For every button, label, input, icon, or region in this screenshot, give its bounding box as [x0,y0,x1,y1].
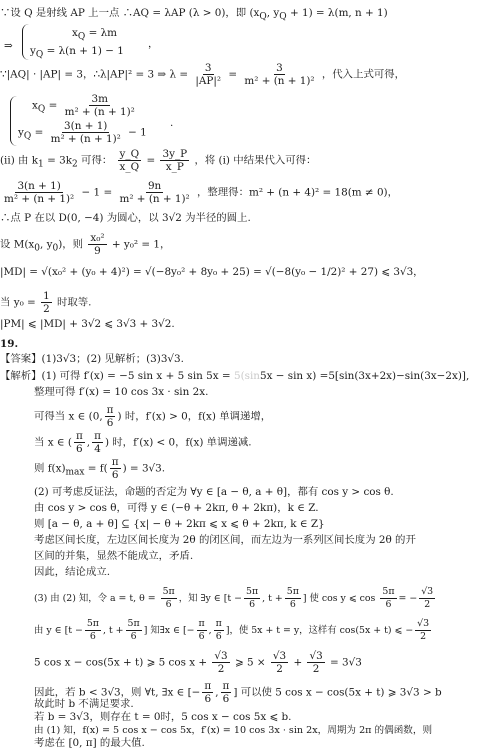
line-10: 设 $M(x_0$, $y_0$)，则 $\frac{\text{x₀²}}{9}$ + y₀² = 1， [0,232,171,257]
line-33: 由 (1) 知，f(x) = 5 cos x − cos 5x，f′(x) = 10 cos 3x · sin 2x，周期为 2π 的偶函数，则 [34,725,433,736]
fraction: $\frac{\pi}{6}$ [215,618,222,642]
line-31: 故此时 b 不满足要求. [34,698,134,710]
brace-system-2 [10,96,17,146]
fraction: $\frac{5\pi}{6}$ [286,586,299,610]
fraction: $\frac{√3}{2}$ [272,650,287,675]
fraction: $\frac{\pi}{6}$ [222,680,230,705]
fraction: $\frac{√3}{2}$ [214,650,228,675]
fraction: $\frac{3}{\text{m² + (n + 1)²}}$ [244,62,315,87]
fraction: $\frac{√3}{2}$ [417,618,430,642]
fraction: $\frac{3m}{\text{m² + (n + 1)²}}$ [64,93,135,118]
line-16: 【解析】(1) 可得 f′(x) = −5 sin x + 5 sin 5x = 5(sin5x − sin x) =5[sin(3x+2x)−sin(3x−2x)], [0,370,470,382]
fraction: $\frac{5\pi}{6}$ [127,618,140,642]
fraction: $\frac{3(n + 1)}{\text{m² + (n + 1)²}}$ [50,120,121,145]
fraction: $\frac{\pi}{6}$ [198,618,205,642]
line-20: 则 $f(x)_{max} = f$( $\frac{\pi}{6}$ ) = 3√3. [34,456,166,481]
line-34: 考虑在 [0, π] 的最大值. [34,737,145,749]
fraction: $\frac{1}{2}$ [43,290,50,315]
watermark-text: 5(sin [233,370,260,382]
line-27: (3) 由 (2) 知，令 a = t, θ = $\frac{5\pi}{6}$ ，知 ∃y ∈ [t − $\frac{5\pi}{6}$ , t + $\frac{5\pi}{6}$ ] 使 cos y ⩽ cos $\frac{5\pi}{6}$ = − $\frac{√3}{2}$ [34,586,434,610]
fraction: $\frac{√3}{2}$ [309,650,323,675]
line-30: 因此，若 b < 3√3，则 ∀t, ∃x ∈ [− $\frac{\pi}{6}$ , $\frac{\pi}{6}$ ] 可以使 5 cos x − cos(5x + t) ⩾ 3√3 > b [34,680,442,705]
line-23: 则 [a − θ, a + θ] ⊆ {x| − θ + 2kπ ⩽ x ⩽ θ + 2kπ, k ∈ Z} [34,518,325,530]
line-09: ∴点 P 在以 D(0, −4) 为圆心，以 3√2 为半径的圆上. [0,212,251,224]
line-29: 5 cos x − cos(5x + t) ⩾ 5 cos x + $\frac{√3}{2}$ ⩾ 5 × $\frac{√3}{2}$ + $\frac{√3}{2}$ = 3√3 [34,650,362,675]
fraction: $\frac{3(n + 1)}{\text{m² + (n + 1)²}}$ [4,180,75,205]
line-01: ∵设 Q 是射线 AP 上一点 ∴AQ = λAP (λ > 0)，即 ($x_Q$, $y_Q + 1) = \lambda(m$, n + 1) [0,7,388,23]
line-21: (2) 可考虑反证法，命题的否定为 ∀y ∈ [a − θ, a + θ]，都有 cos y > cos θ. [34,486,394,498]
line-13: |PM| ⩽ |MD| + 3√2 ⩽ 3√3 + 3√2. [0,318,175,330]
fraction: $\frac{\pi}{6}$ [75,430,83,455]
fraction: $\frac{5\pi}{6}$ [246,586,259,610]
fraction: $\frac{\pi}{6}$ [111,456,119,481]
line-03-comma: ， [148,38,159,50]
fraction: $\frac{\text{x₀²}}{9}$ [90,232,105,257]
fraction: $\frac{5\pi}{6}$ [86,618,99,642]
line-08: $\frac{3(n + 1)}{\text{m² + (n + 1)²}}$ − 1 = $\frac{9n}{\text{m² + (n + 1)²}}$ ，整理得：m² + (n + 4)² = 18(m ≠ 0)， [4,180,398,205]
line-18: 可得当 x ∈ (0, $\frac{\pi}{6}$ ) 时，f′(x) > 0，f(x) 单调递增， [34,404,272,429]
line-02: $x_Q = \lambda m$ [72,27,118,43]
fraction: $\frac{5\pi}{6}$ [382,586,395,610]
fraction: $\frac{y\_Q}{x\_Q}$ [119,148,140,173]
brace-system-1 [22,24,29,60]
line-06-period: . [170,117,174,129]
line-12: 当 y₀ = $\frac{1}{2}$ 时取等. [0,290,92,315]
line-28: 由 y ∈ [t − $\frac{5\pi}{6}$ , t + $\frac{5\pi}{6}$ ] 知∃x ∈ [− $\frac{\pi}{6}$ , $\frac{\pi}{6}$ ]，使 5x + t = y，这样有 cos(5x + t) ⩽ − $\frac{√3}{2}$ [34,618,430,642]
fraction: $\frac{\pi}{4}$ [94,430,101,455]
line-24: 考虑区间长度，左边区间长度为 2θ 的闭区间，而左边为一系列区间长度为 2θ 的开 [34,534,416,546]
line-22: 由 cos y > cos θ，可得 y ∈ (−θ + 2kπ, θ + 2kπ)，k ∈ Z. [34,502,319,514]
line-05: $x_Q$ = $\frac{3m}{\text{m² + (n + 1)²}}$ [32,93,135,118]
line-03: $y_Q = \lambda(n + 1) - 1$ [30,45,124,61]
fraction: $\frac{3}{\text{|AP|²}}$ [195,62,222,87]
fraction: $\frac{5\pi}{6}$ [162,586,175,610]
line-25: 区间的并集，显然不能成立，矛盾. [34,550,194,562]
line-17: 整理可得 f′(x) = 10 cos 3x · sin 2x. [34,386,209,398]
line-07: (ii) 由 $k_1 = 3k_2$ 可得： $\frac{y\_Q}{x\_Q}$ = $\frac{3y\_P}{x\_P}$ ，将 (i) 中结果代入可得： [0,148,317,173]
line-26: 因此，结论成立. [34,566,111,578]
line-06: $y_Q$ = $\frac{3(n + 1)}{\text{m² + (n + 1)²}}$ − 1 [18,120,147,145]
line-04: ∵|AQ| · |AP| = 3，∴λ|AP|² = 3 ⇒ λ = $\frac{3}{\text{|AP|²}}$ = $\frac{3}{\text{m² + (n + 1)²}}$ ，代入上式可得， [0,62,406,87]
fraction: $\frac{√3}{2}$ [421,586,434,610]
fraction: $\frac{3y\_P}{x\_P}$ [162,148,188,173]
fraction: $\frac{9n}{\text{m² + (n + 1)²}}$ [119,180,190,205]
line-19: 当 x ∈ ( $\frac{\pi}{6}$ , $\frac{\pi}{4}$ ) 时，f′(x) < 0，f(x) 单调递减. [34,430,252,455]
fraction: $\frac{\pi}{6}$ [106,404,114,429]
implies-sign: ⇒ [4,40,13,52]
fraction: $\frac{\pi}{6}$ [204,680,212,705]
line-11: |MD| = √(x₀² + (y₀ + 4)²) = √(−8y₀² + 8y₀ + 25) = √(−8(y₀ − 1/2)² + 27) ⩽ 3√3， [0,266,424,278]
problem-number: 19. [0,338,19,350]
line-32: 若 b = 3√3，则存在 t = 0时，5 cos x − cos 5x ⩽ b. [34,711,292,723]
answer-line: 【答案】(1)3√3；(2) 见解析；(3)3√3. [0,353,184,365]
